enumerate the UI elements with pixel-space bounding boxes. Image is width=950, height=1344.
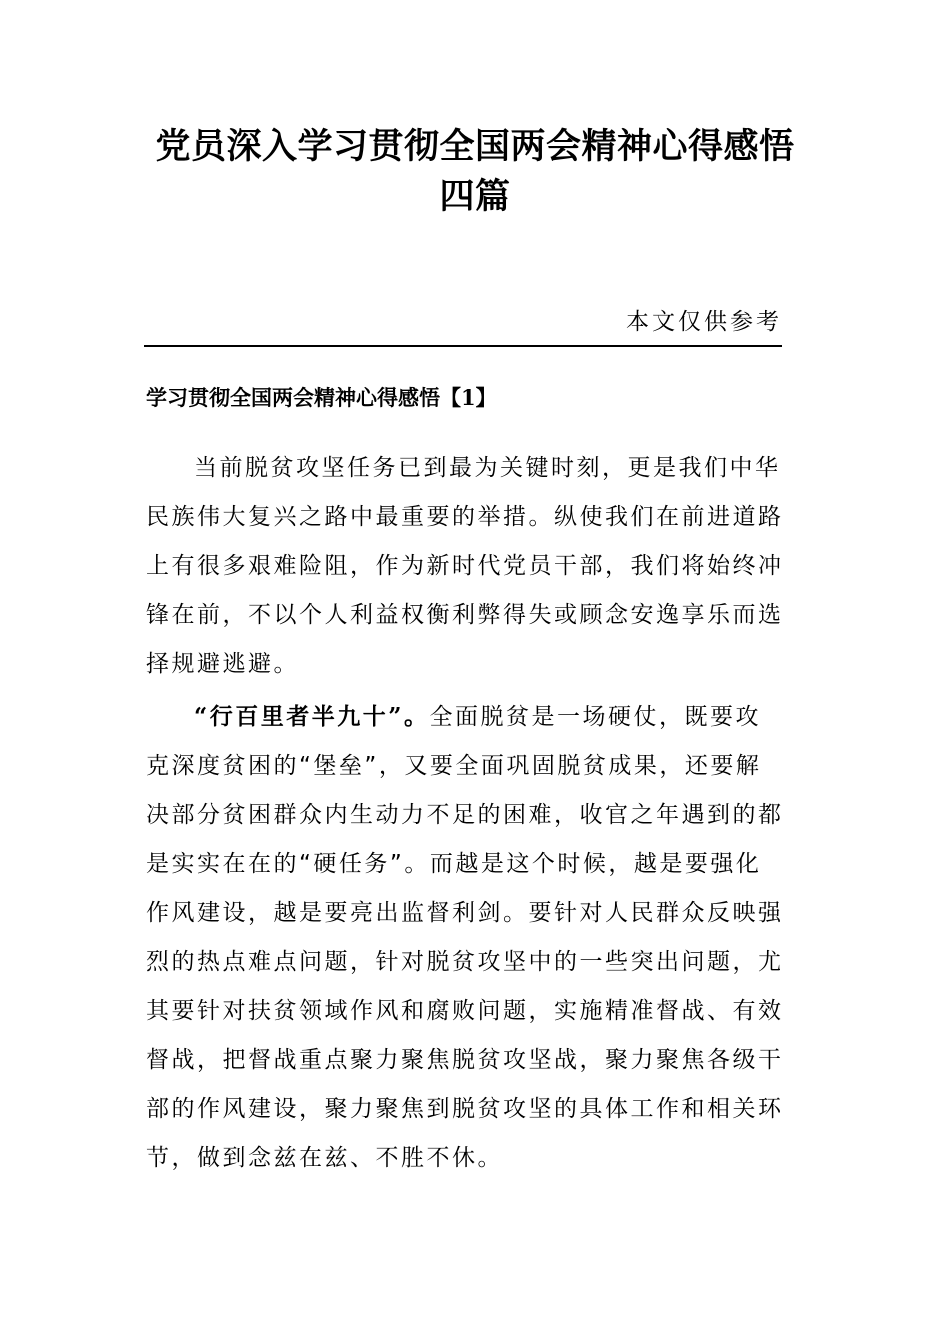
paragraph-1 — [146, 444, 782, 689]
paragraph-line: 决部分贫困群众内生动力不足的困难，收官之年遇到的都 — [146, 802, 784, 828]
paragraph-line: 是实实在在的“硬任务”。而越是这个时候，越是要强化 — [146, 851, 762, 877]
paragraph-line: 上有很多艰难险阻，作为新时代党员干部，我们将始终冲 — [146, 553, 784, 579]
header-divider — [144, 345, 782, 347]
document-title — [140, 122, 810, 222]
paragraph-line: 当前脱贫攻坚任务已到最为关键时刻，更是我们中华 — [194, 455, 781, 481]
paragraph-2 — [146, 692, 782, 1183]
paragraph-line: 克深度贫困的“堡垒”，又要全面巩固脱贫成果，还要解 — [146, 753, 762, 779]
paragraph-lead-quote: “行百里者半九十”。 — [194, 703, 430, 730]
paragraph-line: 节，做到念兹在兹、不胜不休。 — [146, 1145, 503, 1171]
title-line-1: 党员深入学习贯彻全国两会精神心得感悟 — [155, 126, 795, 167]
paragraph-first-line — [146, 692, 782, 742]
paragraph-line: 督战，把督战重点聚力聚焦脱贫攻坚战，聚力聚焦各级干 — [146, 1047, 784, 1073]
reference-note: 本文仅供参考 — [626, 309, 782, 335]
paragraph-line: 其要针对扶贫领域作风和腐败问题，实施精准督战、有效 — [146, 998, 784, 1024]
paragraph-line: 择规避逃避。 — [146, 651, 299, 677]
paragraph-line-rest: 全面脱贫是一场硬仗，既要攻 — [429, 704, 761, 730]
paragraph-line: 部的作风建设，聚力聚焦到脱贫攻坚的具体工作和相关环 — [146, 1096, 784, 1122]
paragraph-line: 烈的热点难点问题，针对脱贫攻坚中的一些突出问题，尤 — [146, 949, 784, 975]
section-heading: 学习贯彻全国两会精神心得感悟【1】 — [146, 385, 497, 410]
paragraph-line: 锋在前，不以个人利益权衡利弊得失或顾念安逸享乐而选 — [146, 602, 784, 628]
paragraph-line: 作风建设，越是要亮出监督利剑。要针对人民群众反映强 — [146, 900, 784, 926]
title-line-2: 四篇 — [439, 176, 511, 217]
paragraph-line: 民族伟大复兴之路中最重要的举措。纵使我们在前进道路 — [146, 504, 784, 530]
